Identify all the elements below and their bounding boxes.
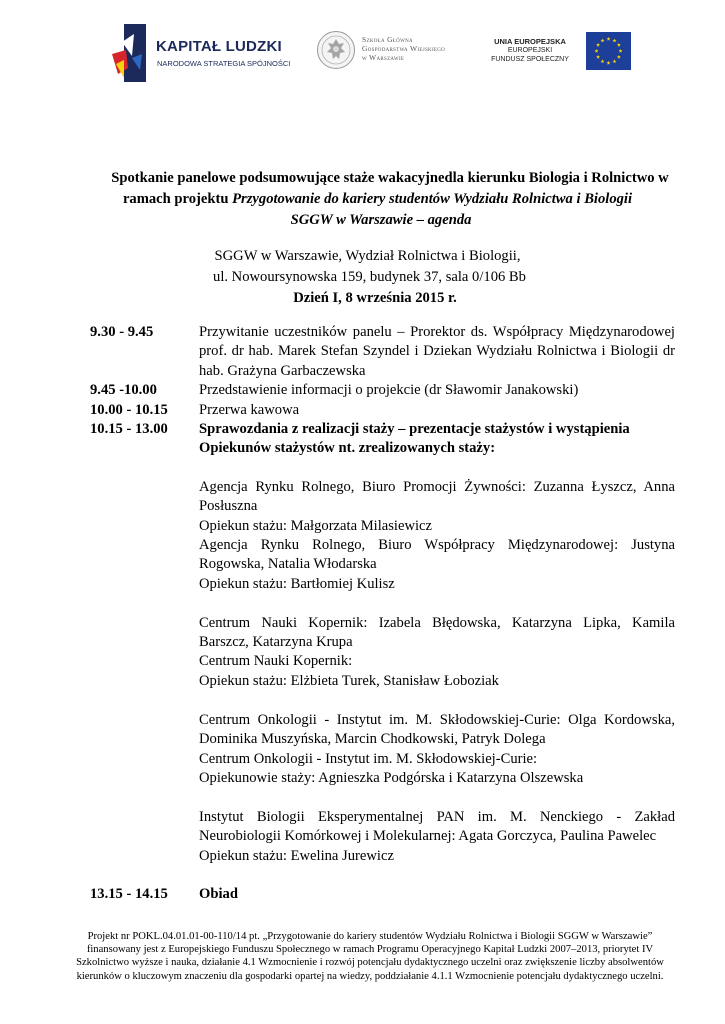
venue-line-1: SGGW w Warszawie, Wydział Rolnictwa i Biologii, — [214, 248, 521, 264]
eu-line-1: UNIA EUROPEJSKA — [494, 37, 566, 46]
project-footer: Projekt nr POKL.04.01.01-00-110/14 pt. „Przygotowanie do kariery studentów Wydziału Rolnictwa i Biologii SGGW w Warszawie” finansowany jest z Europejskiego Funduszu Społecznego w ramach Programu Operacyjnego Kapitał Ludzki 2007–2013, priorytet IV Szkolnictwo wyższe i nauka, działanie 4.1 Wzmocnienie i rozwój potencjału dydaktycznego uczelni oraz zwiększenie liczby absolwentów kierunków o kluczowym znaczeniu dla gospodarki opartej na wiedzy, poddziałanie 4.1.1 Wzmocnienie potencjału dydaktycznego uczelni. — [76, 931, 664, 982]
title-line-2-plain: ramach projektu — [122, 191, 233, 207]
sggw-name — [362, 35, 466, 62]
event-day: Dzień I, 8 września 2015 r. — [293, 290, 457, 306]
agenda-row — [90, 381, 675, 400]
agenda-row — [90, 401, 675, 420]
agenda-desc: Przedstawienie informacji o projekcie (dr Sławomir Janakowski) — [199, 382, 579, 399]
sggw-logo — [316, 30, 466, 74]
agenda — [90, 323, 675, 905]
agenda-desc: Przywitanie uczestników panelu – Prorektor ds. Współpracy Międzynarodowej prof. dr hab. Marek Stefan Szyndel i Dziekan Wydziału Rolnictwa i Biologii dr hab. Grażyna Garbaczewska — [199, 324, 675, 379]
page-title — [90, 168, 690, 231]
agenda-time: 9.45 -10.00 — [90, 382, 157, 399]
agenda-desc: Przerwa kawowa — [199, 401, 300, 418]
title-line-2-italic: Przygotowanie do kariery studentów Wydziału Rolnictwa i Biologii — [232, 191, 633, 207]
report-group — [199, 614, 675, 692]
report-line: Agencja Rynku Rolnego, Biuro Współpracy Międzynarodowej: Justyna Rogowska, Natalia Włodarska — [199, 537, 675, 573]
title-line-2 — [65, 189, 690, 210]
sggw-line-3: w Warszawie — [362, 53, 405, 62]
agenda-time: 13.15 - 14.15 — [90, 886, 168, 903]
agenda-time: 10.15 - 13.00 — [90, 421, 168, 438]
report-group — [199, 478, 675, 594]
eu-flag-icon — [586, 32, 631, 70]
agenda-desc: Obiad — [199, 886, 238, 903]
sggw-seal-icon — [316, 30, 356, 70]
report-line: Opiekun stażu: Bartłomiej Kulisz — [199, 575, 395, 592]
report-line: Centrum Onkologii - Instytut im. M. Skłodowskiej-Curie: — [199, 750, 538, 767]
agenda-row-lunch — [90, 885, 675, 904]
sggw-line-2: Gospodarstwa Wiejskiego — [362, 44, 446, 53]
report-group — [199, 808, 675, 866]
report-line: Opiekun stażu: Elżbieta Turek, Stanisław Łoboziak — [199, 672, 499, 689]
eu-name — [488, 37, 572, 64]
eu-line-2: EUROPEJSKI — [507, 47, 553, 54]
venue-info — [90, 246, 675, 309]
report-line: Centrum Nauki Kopernik: Izabela Błędowska, Katarzyna Lipka, Kamila Barszcz, Katarzyna Krupa — [199, 614, 675, 651]
report-line: Opiekun stażu: Małgorzata Milasiewicz — [199, 517, 433, 534]
report-line: Centrum Nauki Kopernik: — [199, 653, 353, 670]
report-line: Agencja Rynku Rolnego, Biuro Promocji Żywności: Zuzanna Łyszcz, Anna Posłuszna — [199, 478, 675, 515]
eu-logo — [488, 32, 633, 72]
agenda-time: 9.30 - 9.45 — [90, 324, 154, 340]
agenda-desc: Sprawozdania z realizacji staży – prezentacje stażystów i wystąpienia Opiekunów stażystów nt. zrealizowanych staży: — [199, 421, 630, 457]
report-line: Instytut Biologii Eksperymentalnej PAN im. M. Nenckiego - Zakład Neurobiologii Komórkowej i Molekularnej: Agata Gorczyca, Paulina Pawelec — [199, 808, 675, 845]
kapital-ludzki-subtitle: NARODOWA STRATEGIA SPÓJNOŚCI — [157, 59, 291, 68]
title-line-1: Spotkanie panelowe podsumowujące staże wakacyjnedla kierunku Biologia i Rolnictwo w — [111, 170, 669, 186]
title-line-3: SGGW w Warszawie – agenda — [290, 212, 472, 228]
kapital-ludzki-logo — [112, 24, 292, 82]
report-line: Opiekunowie staży: Agnieszka Podgórska i Katarzyna Olszewska — [199, 769, 584, 786]
eu-line-3: FUNDUSZ SPOŁECZNY — [491, 56, 569, 63]
agenda-row — [90, 420, 675, 459]
page-header — [0, 22, 725, 84]
report-line: Centrum Onkologii - Instytut im. M. Skłodowskiej-Curie: Olga Kordowska, Dominika Muszyńska, Marcin Chodkowski, Patryk Dolega — [199, 711, 675, 748]
sggw-line-1: Szkoła Główna — [362, 35, 413, 44]
kapital-ludzki-title: KAPITAŁ LUDZKI — [156, 38, 282, 55]
venue-line-2: ul. Nowoursynowska 159, budynek 37, sala 0/106 Bb — [213, 269, 526, 285]
report-line: Opiekun stażu: Ewelina Jurewicz — [199, 847, 394, 864]
agenda-time: 10.00 - 10.15 — [90, 401, 168, 418]
kapital-ludzki-mark-icon — [112, 24, 148, 82]
report-group — [199, 711, 675, 789]
agenda-row — [90, 323, 675, 381]
internship-reports — [90, 478, 675, 866]
